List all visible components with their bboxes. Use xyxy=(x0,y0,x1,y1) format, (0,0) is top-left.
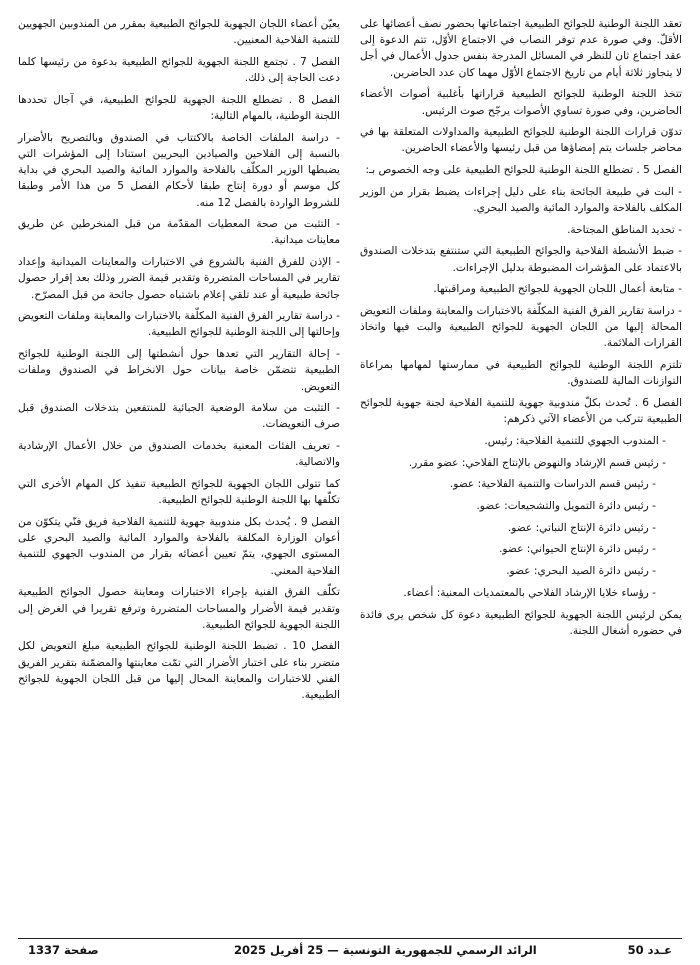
article-9-heading: الفصل 9 . يُحدث بكل مندوبية جهوية للتنمية الفلاحية فريق فنّي يتكوّن من أعوان الوزارة المكلفة بالفلاحة والموارد المائية والصيد البحري على المستوى الجهوي، يتمّ تعيين أعضائه بقرار من المندوب الجهوي للتنمية الفلاحية المعني. xyxy=(18,515,340,577)
article-10-heading: الفصل 10 . تضبط اللجنة الوطنية للجوائح الطبيعية مبلغ التعويض لكل متضرر بناء على اختبار الأضرار التي تمّت معاينتها والمضمّنة بتقرير الفريق الفني للاختبارات والمعاينة المحال إليها من قبل اللجان الجهوية للجوائح الطبيعية. xyxy=(18,640,341,702)
list-item: - تعريف الفئات المعنية بخدمات الصندوق من خلال الأعمال الإرشادية والاتصالية. xyxy=(18,440,340,469)
list-item: - دراسة الملفات الخاصة بالاكتتاب في الصندوق وبالتصريح بالأضرار بالنسبة إلى الفلاحين والصيادين البحريين استنادا إلى المؤشرات التي يضبطها الوزير المكلّف بالفلاحة والموارد المائية والصيد البحري في بداية كل موسم أو دورة إنتاج طبقا لأحكام الفصل 5 من هذا الأمر وطبقا للشروط الواردة بالفصل 12 منه. xyxy=(18,131,340,209)
list-item: - تحديد المناطق المجتاحة. xyxy=(567,223,682,236)
paragraph: تلتزم اللجنة الوطنية للجوائح الطبيعية في ممارستها لمهامها بمراعاة التوازنات المالية للصندوق. xyxy=(360,359,682,388)
gazette-title: الرائد الرسمي للجمهورية التونسية — 25 أفريل 2025 xyxy=(234,943,537,957)
page-number: صفحة 1337 xyxy=(28,943,99,957)
paragraph: يعيّن أعضاء اللجان الجهوية للجوائح الطبيعية بمقرر من المندوبين الجهويين للتنمية الفلاحية المعنيين. xyxy=(18,18,340,47)
article-8-heading: الفصل 8 . تضطلع اللجنة الجهوية للجوائح الطبيعية، في آجال تحددها اللجنة الوطنية، بالمهام التالية: xyxy=(18,93,340,123)
member-item: - رئيس قسم الإرشاد والنهوض بالإنتاج الفلاحي: عضو مقرر. xyxy=(408,456,666,469)
issue-number: عـدد 50 xyxy=(627,943,672,957)
paragraph: يمكن لرئيس اللجنة الجهوية للجوائح الطبيعية دعوة كل شخص يرى فائدة في حضوره أشغال اللجنة. xyxy=(360,608,682,637)
list-item: - دراسة تقارير الفرق الفنية المكلّفة بالاختبارات والمعاينة وملفات التعويض وإحالتها إلى اللجنة الوطنية للجوائح الطبيعية. xyxy=(18,310,340,339)
left-column xyxy=(18,16,340,709)
page-footer xyxy=(18,943,682,961)
paragraph: كما تتولى اللجان الجهوية للجوائح الطبيعية تنفيذ كل المهام الأخرى التي تكلّفها بها اللجنة الوطنية للجوائح الطبيعية. xyxy=(18,478,340,507)
paragraph: تتخذ اللجنة الوطنية للجوائح الطبيعية قراراتها بأغلبية أصوات الأعضاء الحاضرين، وفي صورة تساوي الأصوات يرجّح صوت الرئيس. xyxy=(360,88,682,117)
paragraph: تعقد اللجنة الوطنية للجوائح الطبيعية اجتماعاتها بحضور نصف أعضائها على الأقلّ. وفي صورة عدم توفر النصاب في الاجتماع الأوّل، تتم الدعوة إلى عقد اجتماع ثان للنظر في المسائل المدرجة بنفس جدول الأعمال في أجل لا يتجاوز ثلاثة أيام من تاريخ الاجتماع الأوّل مهما كان عدد الحاضرين. xyxy=(360,18,682,79)
article-5-heading: الفصل 5 . تضطلع اللجنة الوطنية للجوائح الطبيعية على وجه الخصوص بـ: xyxy=(365,164,682,177)
right-column xyxy=(360,16,682,645)
paragraph: تدوّن قرارات اللجنة الوطنية للجوائح الطبيعية والمداولات المتعلقة بها في محاضر جلسات يتم إمضاؤها من قبل رئيسها والأعضاء الحاضرين. xyxy=(360,126,682,155)
member-item: - رئيس دائرة الإنتاج النباتي: عضو. xyxy=(507,521,656,534)
member-item: - رئيس قسم الدراسات والتنمية الفلاحية: عضو. xyxy=(449,478,656,491)
paragraph: تكلّف الفرق الفنية بإجراء الاختبارات ومعاينة حصول الجوائح الطبيعية وتقدير قيمة الأضرار والمساحات المتضررة وترفع تقريرا في الغرض إلى اللجنة الجهوية للجوائح الطبيعية. xyxy=(18,586,340,631)
list-item: - ضبط الأنشطة الفلاحية والجوائح الطبيعية التي ستنتفع بتدخلات الصندوق بالاعتماد على المؤشرات المضبوطة بدليل الإجراءات. xyxy=(360,245,682,274)
list-item: - البت في طبيعة الجائحة بناء على دليل إجراءات يضبط بقرار من الوزير المكلف بالفلاحة والموارد المائية والصيد البحري. xyxy=(360,185,682,215)
list-item: - التثبت من صحة المعطيات المقدّمة من قبل المنخرطين عن طريق معاينات ميدانية. xyxy=(18,218,340,247)
member-item: - رئيس دائرة التمويل والتشجيعات: عضو. xyxy=(476,500,656,513)
list-item: - الإذن للفرق الفنية بالشروع في الاختبارات والمعاينات الميدانية وإعداد تقارير في المساحات المتضررة وتقدير قيمة الضرر وذلك بعد إقرار حصول جائحة طبيعية أو عند تلقي إعلام باشتباه حصول جائحة من قبل المصرّح. xyxy=(18,256,340,301)
member-item: - رئيس دائرة الصيد البحري: عضو. xyxy=(506,565,656,578)
member-item: - المندوب الجهوي للتنمية الفلاحية: رئيس. xyxy=(484,434,666,447)
list-item: - التثبت من سلامة الوضعية الجبائية للمنتفعين بتدخلات الصندوق قبل صرف التعويضات. xyxy=(18,402,340,431)
member-item: - رئيس دائرة الإنتاج الحيواني: عضو. xyxy=(499,543,656,556)
list-item: - إحالة التقارير التي تعدها حول أنشطتها إلى اللجنة الوطنية للجوائح الطبيعية تتضمّن خاصة بيانات حول الانخراط في الصندوق وملفات التعويض. xyxy=(18,348,340,393)
footer-divider xyxy=(18,938,682,939)
member-item: - رؤساء خلايا الإرشاد الفلاحي بالمعتمديات المعنية: أعضاء. xyxy=(403,586,656,599)
list-item: - دراسة تقارير الفرق الفنية المكلّفة بالاختبارات والمعاينة وملفات التعويض المحالة إليها من اللجان الجهوية للجوائح الطبيعية والبت فيها واتخاذ القرارات الملائمة. xyxy=(360,305,682,350)
article-7-heading: الفصل 7 . تجتمع اللجنة الجهوية للجوائح الطبيعية بدعوة من رئيسها كلما دعت الحاجة إلى ذلك. xyxy=(18,55,340,85)
list-item: - متابعة أعمال اللجان الجهوية للجوائح الطبيعية ومراقبتها. xyxy=(433,283,682,296)
article-6-heading: الفصل 6 . تُحدث بكلّ مندوبية جهوية للتنمية الفلاحية لجنة جهوية للجوائح الطبيعية تتركب من الأعضاء الآتي ذكرهم: xyxy=(360,397,683,426)
